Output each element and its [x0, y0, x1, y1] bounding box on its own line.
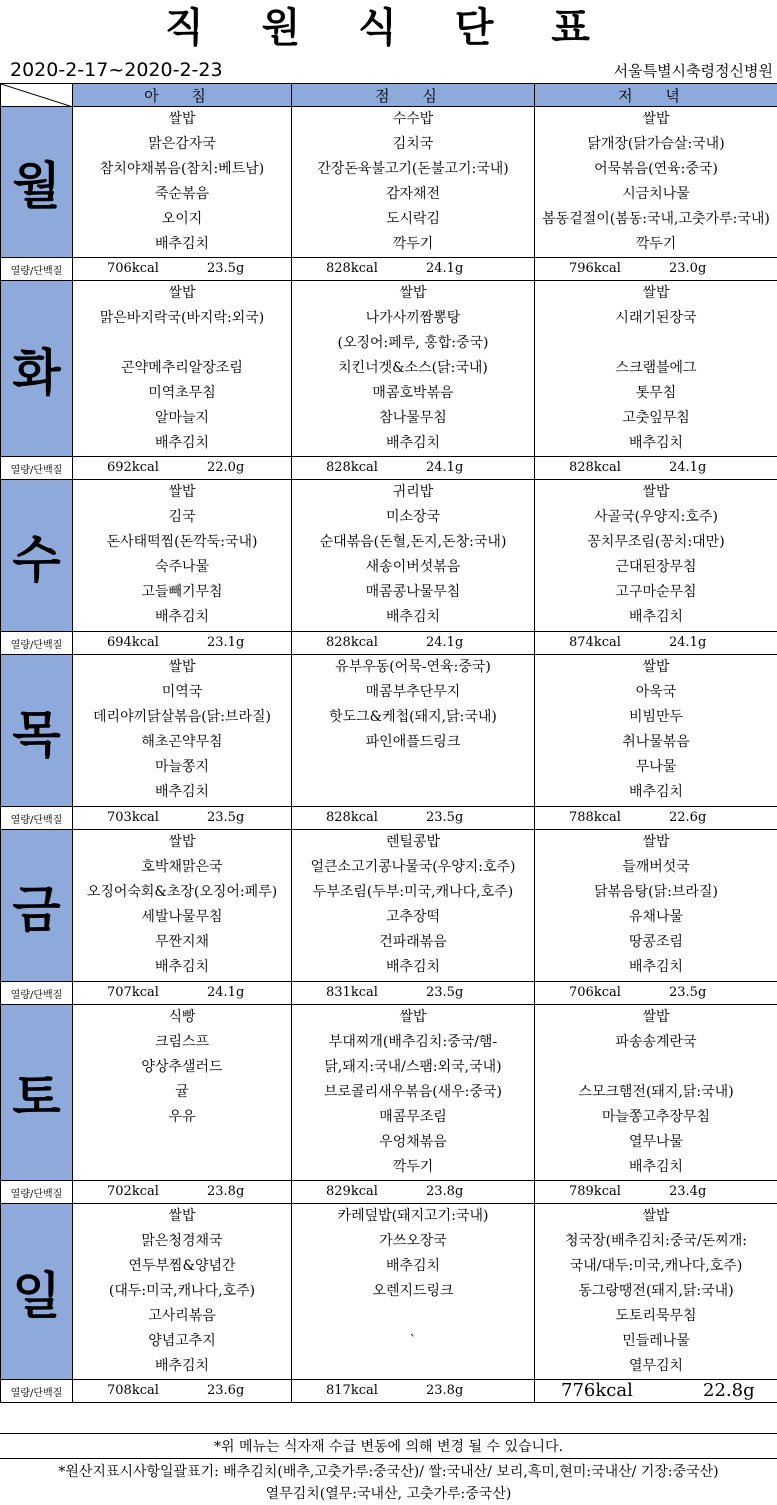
dish-item: 쌀밥	[642, 1208, 670, 1224]
protein-value: 23.5g	[426, 985, 464, 1000]
dish-item: 아욱국	[635, 684, 677, 700]
dish-item: 매콤부추단무지	[365, 684, 461, 700]
dish-item: 무나물	[635, 759, 677, 775]
day-row	[1, 655, 777, 807]
dinner-nutrition	[535, 258, 777, 281]
page-title: 직 원 식 단 표	[165, 4, 612, 51]
dish-item: 식빵	[168, 1009, 196, 1025]
lunch-cell	[292, 480, 535, 632]
breakfast-cell	[73, 281, 292, 457]
dish-item: 간장돈육불고기(돈불고기:국내)	[317, 161, 509, 177]
protein-value: 23.5g	[207, 261, 245, 276]
dish-item: 호박채맑은국	[141, 859, 223, 875]
lunch-cell	[292, 655, 535, 807]
dish-item: 봄동겉절이(봄동:국내,고춧가루:국내)	[542, 211, 770, 227]
dish-item: 어묵볶음(연육:중국)	[594, 161, 718, 177]
nutrition-label: 열량/단백질	[1, 982, 73, 1005]
dish-item: 쌀밥	[642, 834, 670, 850]
lunch-cell	[292, 281, 535, 457]
nutrition-label: 열량/단백질	[1, 1181, 73, 1204]
dinner-cell	[535, 281, 777, 457]
breakfast-nutrition	[73, 1181, 292, 1204]
dish-item: 스모크햄전(돼지,닭:국내)	[578, 1084, 734, 1100]
dish-item: 양념고추지	[148, 1333, 216, 1349]
dish-item: 배추김치	[628, 1159, 684, 1175]
dish-item: 가쓰오장국	[379, 1233, 447, 1249]
dish-item: 맑은감자국	[148, 136, 216, 152]
lunch-cell	[292, 107, 535, 258]
calories-value: 817kcal	[326, 1383, 378, 1398]
breakfast-nutrition	[73, 807, 292, 830]
lunch-header: 점 심	[292, 84, 535, 107]
dish-item: 수수밥	[392, 111, 434, 127]
lunch-nutrition	[292, 258, 535, 281]
nutrition-row	[1, 457, 777, 480]
dish-item: 참치야채볶음(참치:베트남)	[99, 161, 265, 177]
dish-item: 오징어숙회&초장(오징어:페루)	[86, 884, 278, 900]
lunch-nutrition	[292, 982, 535, 1005]
dish-item: 톳무침	[635, 385, 677, 401]
dish-item: 쌀밥	[168, 1208, 196, 1224]
dish-item: 숙주나물	[154, 559, 210, 575]
dish-item: 죽순볶음	[154, 186, 210, 202]
dish-item: 오이지	[161, 211, 203, 227]
dish-item: 닭볶음탕(닭:브라질)	[594, 884, 718, 900]
dish-item: 쌀밥	[168, 111, 196, 127]
calories-value: 708kcal	[107, 1383, 159, 1398]
calories-value: 828kcal	[569, 460, 621, 475]
breakfast-nutrition	[73, 457, 292, 480]
breakfast-cell	[73, 1005, 292, 1181]
dish-item: 데리야끼닭살볶음(닭:브라질)	[93, 709, 271, 725]
day-name: 토	[1, 1005, 73, 1181]
dish-item: 세발나물무침	[141, 909, 223, 925]
dish-item: 쌀밥	[168, 285, 196, 301]
protein-value: 23.8g	[426, 1383, 464, 1398]
protein-value: 23.8g	[207, 1184, 245, 1199]
table-bottom-rule	[0, 1433, 777, 1434]
day-row	[1, 480, 777, 632]
protein-value: 23.5g	[669, 985, 707, 1000]
dish-item: 새송이버섯볶음	[365, 559, 461, 575]
protein-value: 23.5g	[426, 810, 464, 825]
dinner-nutrition	[535, 807, 777, 830]
dish-item: 배추김치	[628, 959, 684, 975]
dinner-nutrition	[535, 982, 777, 1005]
nutrition-label: 열량/단백질	[1, 632, 73, 655]
protein-value: 24.1g	[426, 460, 464, 475]
lunch-cell	[292, 830, 535, 982]
calories-value: 703kcal	[107, 810, 159, 825]
dish-item: 무짠지채	[154, 934, 210, 950]
protein-value: 24.1g	[669, 635, 707, 650]
calories-value: 706kcal	[569, 985, 621, 1000]
dish-item: 배추김치	[154, 959, 210, 975]
dish-item: (대두:미국,캐나다,호주)	[108, 1283, 256, 1299]
dish-item: 마늘쫑고추장무침	[601, 1109, 711, 1125]
nutrition-row	[1, 807, 777, 830]
dish-item: 쌀밥	[642, 659, 670, 675]
dish-item: 고추장떡	[385, 909, 441, 925]
dish-item: 순대볶음(돈혈,돈지,돈창:국내)	[319, 534, 507, 550]
lunch-nutrition	[292, 1181, 535, 1204]
calories-value: 789kcal	[569, 1184, 621, 1199]
dish-item: 사골국(우양지:호주)	[594, 509, 718, 525]
breakfast-nutrition	[73, 632, 292, 655]
dish-item: 귤	[175, 1084, 189, 1100]
dish-item: 배추김치	[628, 784, 684, 800]
day-row	[1, 107, 777, 258]
diagonal-line	[1, 84, 73, 107]
calories-value: 874kcal	[569, 635, 621, 650]
dish-item: 맑은청경채국	[141, 1233, 223, 1249]
calories-value: 694kcal	[107, 635, 159, 650]
day-name: 수	[1, 480, 73, 632]
dish-item: 나가사끼짬뽕탕	[365, 310, 461, 326]
corner-cell	[1, 84, 73, 107]
dish-item: 배추김치	[385, 959, 441, 975]
dish-item: 꽁치무조림(꽁치:대만)	[587, 534, 725, 550]
dinner-nutrition	[535, 632, 777, 655]
dish-item: 시래기된장국	[615, 310, 697, 326]
lunch-nutrition	[292, 807, 535, 830]
calories-value: 796kcal	[569, 261, 621, 276]
breakfast-cell	[73, 655, 292, 807]
dish-item: 고들빼기무침	[141, 584, 223, 600]
calories-value: 831kcal	[326, 985, 378, 1000]
protein-value: 24.1g	[426, 635, 464, 650]
dish-item: 미역국	[161, 684, 203, 700]
calories-value: 828kcal	[326, 810, 378, 825]
dish-item: 연두부찜&양념간	[128, 1258, 236, 1274]
dish-item: 김치국	[392, 136, 434, 152]
dish-item: 배추김치	[385, 435, 441, 451]
nutrition-row	[1, 632, 777, 655]
protein-value: 23.1g	[207, 635, 245, 650]
dish-item: 배추김치	[154, 435, 210, 451]
day-name: 금	[1, 830, 73, 982]
nutrition-row	[1, 982, 777, 1005]
dinner-cell	[535, 830, 777, 982]
dish-item: 부대찌개(배추김치:중국/햄-	[328, 1034, 498, 1050]
dish-item: 쌀밥	[642, 285, 670, 301]
dinner-cell	[535, 655, 777, 807]
day-row	[1, 281, 777, 457]
protein-value: 23.4g	[669, 1184, 707, 1199]
lunch-cell	[292, 1005, 535, 1181]
dish-item: 스크램블에그	[615, 360, 697, 376]
dish-item: 마늘쫑지	[154, 759, 210, 775]
dish-item: 쌀밥	[168, 484, 196, 500]
day-name: 월	[1, 107, 73, 258]
calories-value: 707kcal	[107, 985, 159, 1000]
origin-note	[0, 1461, 777, 1505]
dish-item: 취나물볶음	[622, 734, 690, 750]
breakfast-cell	[73, 107, 292, 258]
dish-item: 민들레나물	[622, 1333, 690, 1349]
dish-item: 근대된장무침	[615, 559, 697, 575]
protein-value: 24.1g	[426, 261, 464, 276]
dish-item	[535, 331, 777, 356]
dish-item: 미역초무침	[148, 385, 216, 401]
dish-item: 배추김치	[385, 1258, 441, 1274]
dish-item: 김국	[168, 509, 196, 525]
meal-header-row	[1, 84, 777, 107]
calories-value: 829kcal	[326, 1184, 378, 1199]
protein-value: 23.6g	[207, 1383, 245, 1398]
calories-value: 702kcal	[107, 1184, 159, 1199]
dinner-nutrition	[535, 457, 777, 480]
notice-rule	[0, 1458, 777, 1459]
dish-item: 고구마순무침	[615, 584, 697, 600]
dish-item: 렌틸콩밥	[385, 834, 441, 850]
dinner-nutrition	[535, 1181, 777, 1204]
menu-period: 2020-2-17~2020-2-23	[10, 59, 223, 81]
nutrition-label: 열량/단백질	[1, 258, 73, 281]
dish-item: 귀리밥	[392, 484, 434, 500]
breakfast-header: 아 침	[73, 84, 292, 107]
dish-item: 도시락김	[385, 211, 441, 227]
day-name: 일	[1, 1204, 73, 1380]
breakfast-nutrition	[73, 982, 292, 1005]
dish-item: 크림스프	[154, 1034, 210, 1050]
lunch-nutrition	[292, 632, 535, 655]
dish-item: 해초곤약무침	[141, 734, 223, 750]
nutrition-label: 열량/단백질	[1, 807, 73, 830]
dish-item: 고춧잎무침	[622, 410, 690, 426]
calories-value: 828kcal	[326, 635, 378, 650]
calories-value: 776kcal	[561, 1380, 633, 1401]
dish-item: 매콤호박볶음	[372, 385, 454, 401]
dish-item: 쌀밥	[642, 111, 670, 127]
dish-item: 우엉채볶음	[379, 1134, 447, 1150]
dish-item: 쌀밥	[168, 659, 196, 675]
notice-text: *위 메뉴는 식자재 수급 변동에 의해 변경 될 수 있습니다.	[213, 1439, 564, 1455]
dinner-nutrition	[535, 1380, 777, 1403]
dish-item: 배추김치	[154, 1358, 210, 1374]
lunch-cell	[292, 1204, 535, 1380]
dish-item: 알마늘지	[154, 410, 210, 426]
dish-item: 매콤콩나물무침	[365, 584, 461, 600]
day-row	[1, 830, 777, 982]
dish-item: 미소장국	[385, 509, 441, 525]
dish-item: 카레덮밥(돼지고기:국내)	[337, 1208, 489, 1224]
dish-item: 매콤무조림	[379, 1109, 447, 1125]
dish-item: 배추김치	[154, 609, 210, 625]
dish-item: 배추김치	[154, 236, 210, 252]
dish-item: 닭개장(닭가슴살:국내)	[587, 136, 725, 152]
menu-body	[1, 107, 777, 1403]
dish-item: 유부우동(어묵-연육:중국)	[335, 659, 491, 675]
nutrition-row	[1, 1380, 777, 1403]
dish-item: 도토리묵무침	[615, 1308, 697, 1324]
day-name: 화	[1, 281, 73, 457]
calories-value: 828kcal	[326, 261, 378, 276]
dish-item: 파송송계란국	[615, 1034, 697, 1050]
dish-item: 유채나물	[628, 909, 684, 925]
origin-line-2: 열무김치(열무:국내산, 고춧가루:중국산)	[265, 1486, 512, 1502]
protein-value: 23.8g	[426, 1184, 464, 1199]
hospital-name: 서울특별시축령정신병원	[613, 62, 773, 80]
dish-item: 배추김치	[385, 609, 441, 625]
protein-value: 24.1g	[669, 460, 707, 475]
day-row	[1, 1005, 777, 1181]
nutrition-row	[1, 258, 777, 281]
lunch-nutrition	[292, 457, 535, 480]
dish-item: 치킨너겟&소스(닭:국내)	[338, 360, 488, 376]
dish-item: 쌀밥	[642, 484, 670, 500]
protein-value: 24.1g	[207, 985, 245, 1000]
day-name: 목	[1, 655, 73, 807]
protein-value: 23.5g	[207, 810, 245, 825]
dish-item: 국내/대두:미국,캐나다,호주)	[569, 1258, 743, 1274]
dish-item: 감자채전	[385, 186, 441, 202]
dish-item: 맑은바지락국(바지락:외국)	[99, 310, 265, 326]
dish-item: 두부조림(두부:미국,캐나다,호주)	[312, 884, 514, 900]
protein-value: 22.0g	[207, 460, 245, 475]
dish-item: 깍두기	[635, 236, 677, 252]
dish-item: `	[409, 1333, 417, 1349]
dish-item: 곤약메추리알장조림	[121, 360, 243, 376]
dish-item	[535, 1055, 777, 1080]
dish-item: 쌀밥	[399, 1009, 427, 1025]
protein-value: 22.6g	[669, 810, 707, 825]
dish-item: 동그랑땡전(돼지,닭:국내)	[578, 1283, 734, 1299]
nutrition-row	[1, 1181, 777, 1204]
dish-item: 닭,돼지:국내/스팸:외국,국내)	[324, 1059, 502, 1075]
nutrition-label: 열량/단백질	[1, 457, 73, 480]
dish-item: 참나물무침	[379, 410, 447, 426]
dinner-cell	[535, 480, 777, 632]
origin-line-1: *원산지표시사항일괄표기: 배추김치(배추,고춧가루:중국산)/ 쌀:국내산/ 보리,흑미,현미:국내산/ 기장:중국산)	[58, 1464, 719, 1480]
dish-item: 배추김치	[628, 435, 684, 451]
dish-item: 청국장(배추김치:중국/돈찌개:	[565, 1233, 747, 1249]
dish-item	[292, 1304, 534, 1329]
dish-item: 깍두기	[392, 1159, 434, 1175]
dish-item: 핫도그&케첩(돼지,닭:국내)	[329, 709, 497, 725]
dish-item: 건파래볶음	[379, 934, 447, 950]
dish-item: 파인애플드링크	[365, 734, 461, 750]
dish-item: 비빔만두	[628, 709, 684, 725]
dinner-cell	[535, 1204, 777, 1380]
dish-item: 열무나물	[628, 1134, 684, 1150]
calories-value: 706kcal	[107, 261, 159, 276]
dish-item: 쌀밥	[399, 285, 427, 301]
calories-value: 788kcal	[569, 810, 621, 825]
protein-value: 22.8g	[703, 1380, 755, 1401]
dish-item: 쌀밥	[168, 834, 196, 850]
dish-item: 열무김치	[628, 1358, 684, 1374]
breakfast-cell	[73, 830, 292, 982]
nutrition-label: 열량/단백질	[1, 1380, 73, 1403]
breakfast-cell	[73, 480, 292, 632]
dish-item: 브로콜리새우볶음(새우:중국)	[324, 1084, 502, 1100]
dinner-cell	[535, 1005, 777, 1181]
dish-item	[73, 331, 291, 356]
calories-value: 828kcal	[326, 460, 378, 475]
dish-item: 돈사태떡찜(돈깍둑:국내)	[106, 534, 258, 550]
dish-item: 양상추샐러드	[141, 1059, 223, 1075]
dish-item: 고사리볶음	[148, 1308, 216, 1324]
lunch-nutrition	[292, 1380, 535, 1403]
breakfast-cell	[73, 1204, 292, 1380]
dish-item: 오렌지드링크	[372, 1283, 454, 1299]
calories-value: 692kcal	[107, 460, 159, 475]
dish-item: 배추김치	[628, 609, 684, 625]
dinner-cell	[535, 107, 777, 258]
dinner-header: 저 녁	[535, 84, 777, 107]
menu-table	[0, 83, 777, 1403]
dish-item: 얼큰소고기콩나물국(우양지:호주)	[310, 859, 516, 875]
breakfast-nutrition	[73, 1380, 292, 1403]
day-row	[1, 1204, 777, 1380]
dish-item: 깍두기	[392, 236, 434, 252]
protein-value: 23.0g	[669, 261, 707, 276]
dish-item: 시금치나물	[622, 186, 690, 202]
dish-item: 배추김치	[154, 784, 210, 800]
breakfast-nutrition	[73, 258, 292, 281]
dish-item: 들깨버섯국	[622, 859, 690, 875]
dish-item: 우유	[168, 1109, 196, 1125]
dish-item: 쌀밥	[642, 1009, 670, 1025]
dish-item: (오징어:페루, 홍합:중국)	[337, 335, 489, 351]
dish-item: 땅콩조림	[628, 934, 684, 950]
